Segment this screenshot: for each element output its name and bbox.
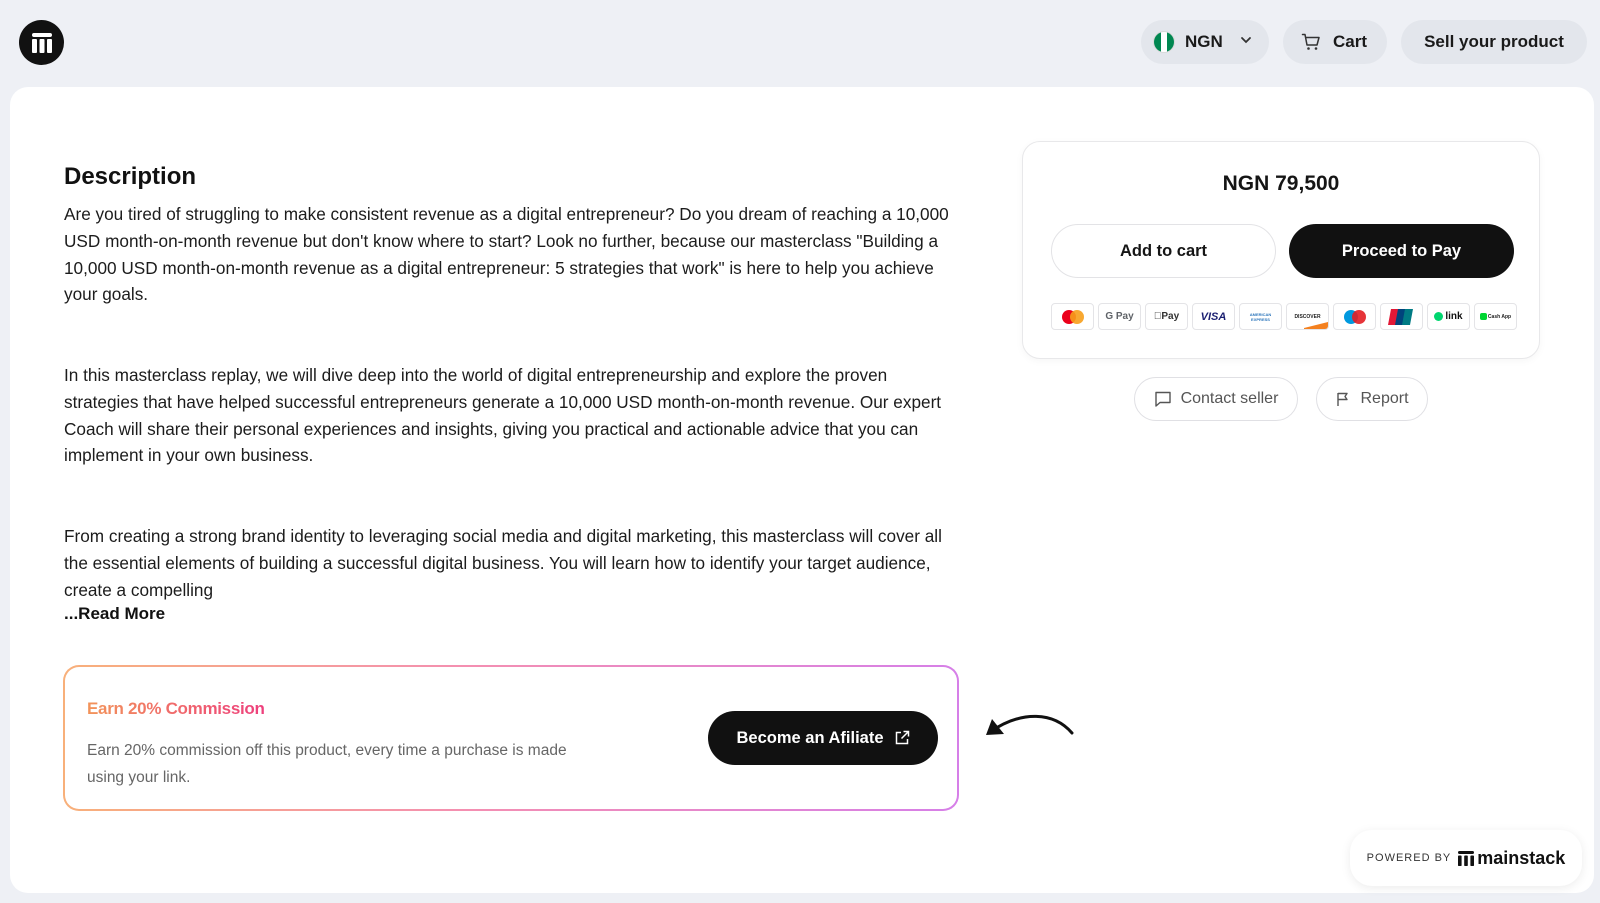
contact-seller-button[interactable]	[1134, 377, 1298, 421]
google-pay-icon: G Pay	[1098, 303, 1141, 330]
read-more-link[interactable]: ...Read More	[64, 604, 166, 623]
maestro-icon	[1333, 303, 1376, 330]
cart-button[interactable]	[1283, 20, 1387, 64]
powered-by-badge[interactable]	[1350, 830, 1582, 886]
add-to-cart-button[interactable]: Add to cart	[1051, 224, 1276, 278]
link-pay-icon: link	[1427, 303, 1470, 330]
apple-pay-icon: Pay	[1145, 303, 1188, 330]
description-paragraph-2: In this masterclass replay, we will dive deep into the world of digital entrepreneurship and explore the proven strategies that have helped successful entrepreneurs generate a 10,000 USD month-on-month revenue. Our expert Coach will share their personal experiences and insights, giving you practical and actionable advice that you can implement in your own business.	[64, 365, 942, 466]
mainstack-mark-icon	[1458, 851, 1474, 866]
proceed-to-pay-button[interactable]: Proceed to Pay	[1289, 224, 1514, 278]
affiliate-text: Earn 20% commission off this product, every time a purchase is made using your link.	[87, 742, 567, 786]
nigeria-flag-icon	[1153, 31, 1175, 53]
become-affiliate-label: Become an Afiliate	[736, 728, 884, 747]
become-affiliate-button[interactable]	[708, 711, 938, 765]
report-label: Report	[1360, 390, 1409, 407]
description-paragraph-3: From creating a strong brand identity to leveraging social media and digital marketing, this masterclass will cover all the essential elements of building a successful digital business. You will learn how to identify your target audience, create a compelling	[64, 526, 942, 600]
cart-label: Cart	[1333, 32, 1368, 51]
payment-methods	[1051, 303, 1517, 330]
curved-arrow-icon	[982, 708, 1074, 744]
chat-icon	[1154, 390, 1172, 408]
mainstack-brand	[1458, 848, 1565, 869]
description-paragraph-1: Are you tired of struggling to make consistent revenue as a digital entrepreneur? Do you dream of reaching a 10,000 USD month-on-month revenue but don't know where to start? Look no further, because our masterclass "Building a 10,000 USD month-on-month revenue as a digital entrepreneur: 5 strategies that work" is here to help you achieve your goals.	[64, 204, 949, 305]
american-express-icon: AMERICAN EXPRESS	[1239, 303, 1282, 330]
affiliate-title: Earn 20% Commission	[87, 699, 265, 718]
product-price: NGN 79,500	[1222, 172, 1340, 195]
currency-selector[interactable]	[1141, 20, 1269, 64]
report-button[interactable]	[1316, 377, 1428, 421]
cart-icon	[1301, 32, 1321, 52]
mastercard-icon	[1051, 303, 1094, 330]
mainstack-logo[interactable]	[19, 20, 64, 65]
description-title: Description	[64, 163, 197, 190]
powered-by-label: POWERED BY	[1366, 852, 1452, 864]
contact-seller-label: Contact seller	[1180, 390, 1279, 407]
chevron-down-icon	[1239, 33, 1253, 47]
cash-app-icon: Cash App	[1474, 303, 1517, 330]
affiliate-box	[63, 665, 959, 811]
currency-label: NGN	[1185, 32, 1223, 51]
sell-your-product-button[interactable]	[1401, 20, 1587, 64]
visa-icon: VISA	[1192, 303, 1235, 330]
unionpay-icon	[1380, 303, 1423, 330]
mainstack-logo-icon	[31, 33, 53, 53]
flag-icon	[1335, 391, 1351, 407]
sell-label: Sell your product	[1424, 32, 1564, 51]
discover-icon: DISCOVER	[1286, 303, 1329, 330]
purchase-card	[1022, 141, 1540, 359]
brand-name: mainstack	[1477, 847, 1566, 868]
top-bar	[0, 0, 1600, 86]
external-link-icon	[894, 730, 910, 746]
